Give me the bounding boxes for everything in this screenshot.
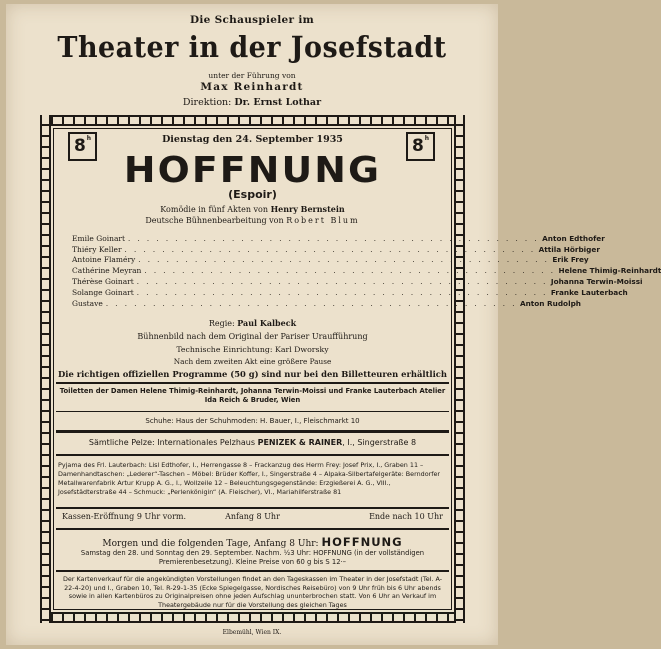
weekend-performances: Samstag den 28. und Sonntag den 29. September. Nachm. ½3 Uhr: HOFFNUNG (in der vollständigen Premierenbesetzung). Kleine Preise von 60 g bis S 12·– <box>80 549 425 566</box>
playbill-sheet <box>6 4 661 645</box>
cast-role: Gustave <box>72 298 103 308</box>
cast-leader-dots: . . . . . . . . . . . . . . . . . . . . . . . . . . . . . . . . . . . . . . . . . . . . <box>105 299 517 308</box>
playbill-content <box>56 128 661 612</box>
printer-imprint: Elbemühl, Wien IX. <box>222 629 282 636</box>
cast-row <box>72 297 581 308</box>
cast-role: Solange Goinart <box>72 287 134 297</box>
border-right <box>454 115 465 623</box>
cast-actor: Attila Hörbiger <box>538 244 600 254</box>
cast-row <box>72 264 661 276</box>
time-left-sup: h <box>86 135 92 142</box>
cast-actor: Franke Lauterbach <box>550 287 628 297</box>
rule-7 <box>56 570 449 572</box>
ticket-sales-notice: Der Kartenverkauf für die angekündigten Vorstellungen findet an den Tageskassen im Theater in der Josefstadt (Tel. A-22-4-20) und I., Graben 10, Tel. R-29-1-35 (Ecke Spiegelgasse, Nordisches Reisebüro) von 9 Uhr früh bis 6 Uhr abends sowie in allen Kartenbüros zu Originalpreisen ohne jeden Aufschlag ununterbrochen statt. Von 6 Uhr an Verkauf im Theatergebäude nur für die Vorstellung des gleichen Tages <box>62 575 443 609</box>
theater-title: Theater in der Josefstadt <box>57 30 447 64</box>
rule-4 <box>56 454 449 456</box>
rule-6 <box>56 528 449 530</box>
play-title: HOFFNUNG <box>123 150 382 191</box>
cast-row <box>72 275 643 286</box>
performance-date: Dienstag den 24. September 1935 <box>162 134 343 145</box>
stage-design-line: Bühnenbild nach dem Original der Pariser Uraufführung <box>137 332 368 341</box>
fur-label: Sämtliche Pelze: Internationales Pelzhaus <box>88 438 256 447</box>
cast-row <box>72 254 589 265</box>
header-pretitle: Die Schauspieler im <box>189 14 315 26</box>
cast-leader-dots: . . . . . . . . . . . . . . . . . . . . . . . . . . . . . . . . . . . . . . . . . . . . <box>138 256 550 265</box>
cast-role: Thiéry Keller <box>72 244 122 254</box>
rule-3 <box>56 430 449 433</box>
cast-role: Antoine Flaméry <box>72 255 136 265</box>
fur-firm: PENIZEK & RAINER <box>257 438 343 447</box>
cast-actor: Johanna Terwin-Moissi <box>550 276 643 286</box>
genre-line <box>56 204 449 214</box>
director-name: Dr. Ernst Lothar <box>234 97 322 108</box>
fur-notice <box>58 438 447 447</box>
border-left <box>40 115 51 623</box>
rule-2 <box>56 411 449 412</box>
time-left: 8 <box>73 136 86 156</box>
fur-address: , I., Singerstraße 8 <box>342 438 417 447</box>
shoes-notice: Schuhe: Haus der Schuhmoden: H. Bauer, I., Fleischmarkt 10 <box>145 417 360 425</box>
regie-line <box>56 318 449 328</box>
genre-text: Komödie in fünf Akten von <box>160 205 269 214</box>
tech-line: Technische Einrichtung: Karl Dworsky <box>176 345 329 354</box>
cast-actor: Anton Rudolph <box>519 298 581 308</box>
regie-name: Paul Kalbeck <box>237 318 297 328</box>
time-right-sup: h <box>424 135 430 142</box>
program-line: Die richtigen offiziellen Programme (50 g) sind nur bei den Billetteuren erhältlich <box>58 369 447 379</box>
cast-actor: Erik Frey <box>552 255 589 265</box>
times-row <box>62 512 443 524</box>
toilets-notice: Toiletten der Damen Helene Thimig-Reinhardt, Johanna Terwin-Moissi und Franke Lauterbach Atelier Ida Reich & Bruder, Wien <box>59 387 446 405</box>
adaptation-line <box>56 216 449 225</box>
box-office-opening: Kassen-Eröffnung 9 Uhr vorm. <box>62 512 187 521</box>
adapter-name: Robert Blum <box>286 216 360 225</box>
cast-row <box>72 232 605 243</box>
play-subtitle: (Espoir) <box>228 188 277 201</box>
cast-leader-dots: . . . . . . . . . . . . . . . . . . . . . . . . . . . . . . . . . . . . . . . . . . . . <box>128 234 540 243</box>
direction-label: Direktion: <box>182 97 232 108</box>
cast-role: Thérèse Goinart <box>72 276 134 286</box>
cast-leader-dots: . . . . . . . . . . . . . . . . . . . . . . . . . . . . . . . . . . . . . . . . . . . . <box>124 245 536 254</box>
next-performances <box>56 535 449 549</box>
regie-label: Regie: <box>208 319 235 328</box>
cast-row <box>72 286 628 297</box>
start-time: Anfang 8 Uhr <box>225 512 280 521</box>
cast-list <box>72 232 661 308</box>
header-subline: unter der Führung von <box>208 71 296 80</box>
border-top <box>40 115 465 126</box>
direction-line <box>6 97 498 108</box>
cast-role: Emile Goinart <box>72 233 126 243</box>
cast-row <box>72 243 600 254</box>
next-title: HOFFNUNG <box>321 535 403 549</box>
pause-line: Nach dem zweiten Akt eine größere Pause <box>173 357 332 366</box>
time-right: 8 <box>411 136 424 156</box>
adaptation-text: Deutsche Bühnenbearbeitung von <box>145 216 284 225</box>
end-time: Ende nach 10 Uhr <box>369 512 443 521</box>
cast-leader-dots: . . . . . . . . . . . . . . . . . . . . . . . . . . . . . . . . . . . . . . . . . . . . <box>136 288 548 297</box>
supplier-credits: Pyjama des Frl. Lauterbach: Lisl Edthofer, I., Herrengasse 8 – Frackanzug des Herrn Frey: Josef Prix, I., Graben 11 – Damenhandtaschen: „Lederer“-Taschen – Möbel: Brüder Koffer, I., Singerstraße 4 – Alpaka-Silbertafelgeräte: Berndorfer Metallwarenfabrik Artur Krupp A. G., I., Wollzeile 12 – Beleuchtungsgegenstände: Erzgießerei A. G., VIII., Josefstädterstraße 44 – Schmuck: „Perlenkönigin“ (A. Fleischer), VI., Mariahilferstraße 81 <box>58 461 441 496</box>
cast-actor: Anton Edthofer <box>542 233 605 243</box>
rule-1 <box>56 382 449 384</box>
next-pre: Morgen und die folgenden Tage, Anfang 8 Uhr: <box>102 539 319 549</box>
cast-role: Cathérine Meyran <box>72 266 142 276</box>
author-name: Henry Bernstein <box>270 204 345 214</box>
cast-leader-dots: . . . . . . . . . . . . . . . . . . . . . . . . . . . . . . . . . . . . . . . . . . . . <box>136 277 548 286</box>
leader-name: Max Reinhardt <box>200 81 304 93</box>
cast-leader-dots: . . . . . . . . . . . . . . . . . . . . . . . . . . . . . . . . . . . . . . . . . . . . <box>144 267 556 276</box>
cast-actor: Helene Thimig-Reinhardt <box>558 266 661 276</box>
border-bottom <box>40 612 465 623</box>
rule-5 <box>56 507 449 509</box>
